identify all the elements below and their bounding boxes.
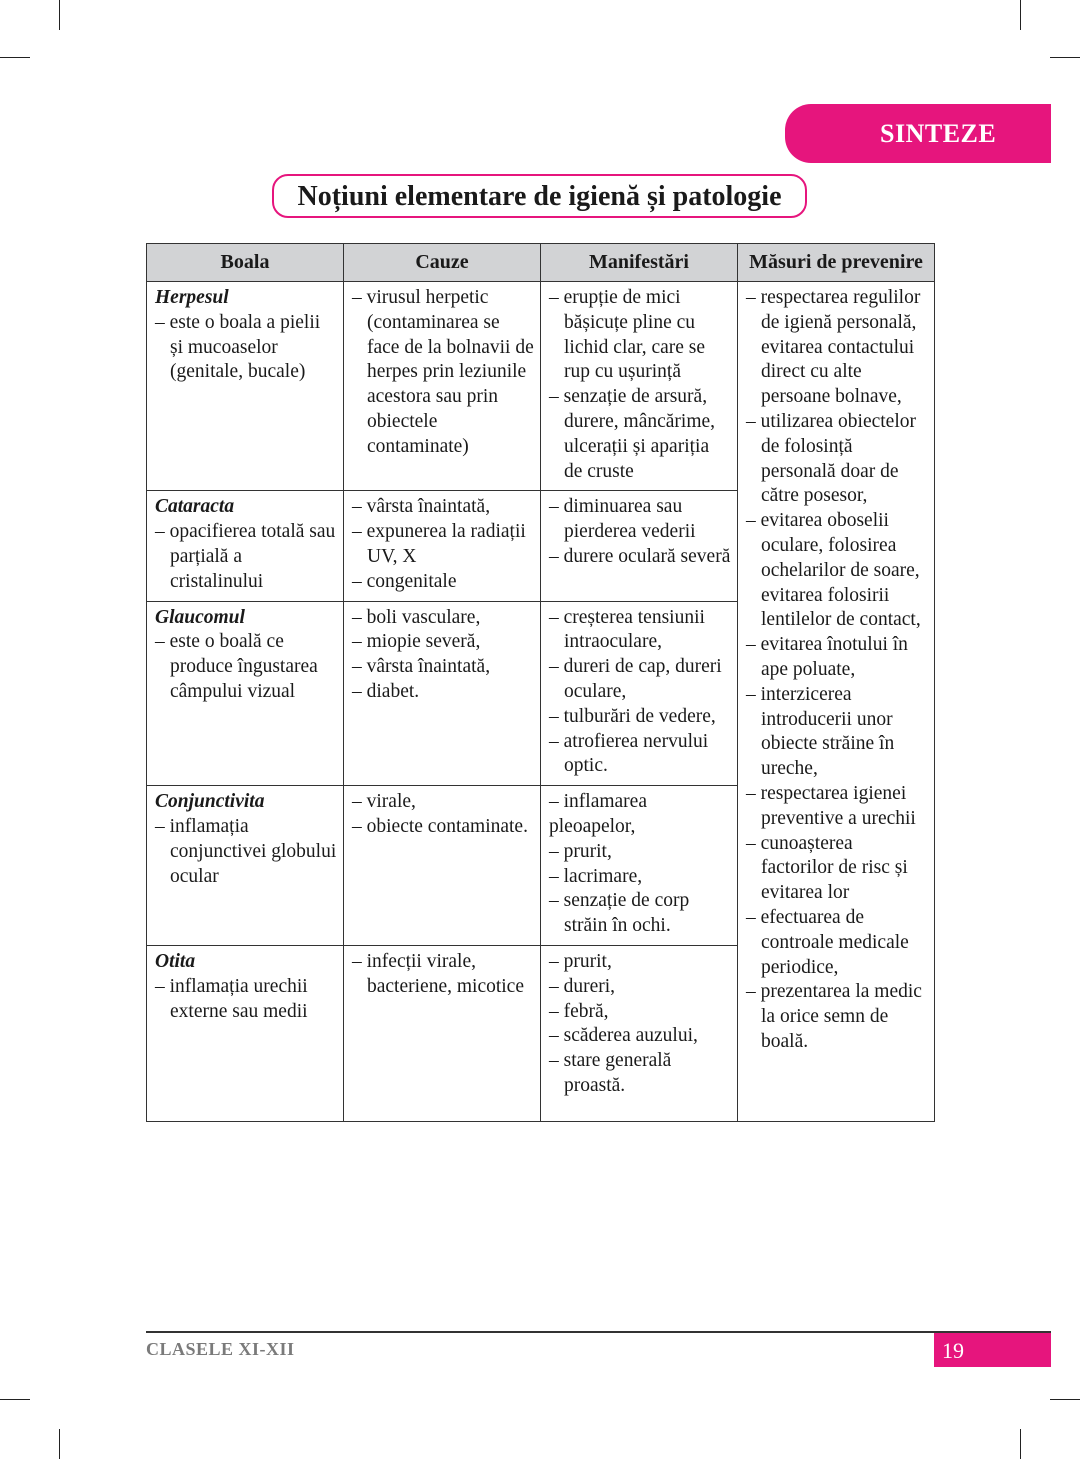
disease-cell — [147, 601, 344, 786]
manifestation-item: – scăderea auzului, — [549, 1024, 731, 1049]
prevention-item: – evitarea înotului în ape poluate, — [746, 633, 928, 683]
cause-item: – virusul herpetic (contaminarea se face de la bolnavii de herpes prin leziunile acestora sau prin obiectele contaminate) — [352, 286, 534, 460]
cause-item: – vârsta înaintată, — [352, 655, 534, 680]
manifestation-item: – creșterea tensiunii intraoculare, — [549, 606, 731, 656]
cause-item: – infecții virale, bacteriene, micotice — [352, 950, 534, 1000]
prevention-item: – interzicerea introducerii unor obiecte străine în ureche, — [746, 683, 928, 782]
manifestation-item: – prurit, — [549, 950, 731, 975]
cause-item: – congenitale — [352, 570, 534, 595]
disease-cell — [147, 945, 344, 1121]
manifestation-item: pleoapelor, — [549, 815, 636, 837]
crop-mark — [59, 0, 60, 30]
manifestation-item: – durere oculară severă — [549, 545, 731, 570]
manifestation-item: – tulburări de vedere, — [549, 705, 731, 730]
cause-item: – boli vasculare, — [352, 606, 534, 631]
cause-item: – miopie severă, — [352, 630, 534, 655]
causes-cell — [344, 601, 541, 786]
disease-description: – inflamația urechii externe sau medii — [155, 975, 337, 1025]
crop-mark — [1050, 1399, 1080, 1400]
manifestations-cell — [541, 945, 738, 1121]
crop-mark — [1020, 0, 1021, 30]
crop-mark — [0, 1399, 30, 1400]
table-row — [147, 282, 935, 491]
section-tab: SINTEZE — [785, 104, 1051, 163]
manifestations-cell — [541, 491, 738, 601]
cause-item: – vârsta înaintată, — [352, 495, 534, 520]
disease-cell — [147, 491, 344, 601]
manifestation-item: – dureri de cap, dureri oculare, — [549, 655, 731, 705]
disease-name: Herpesul — [155, 287, 229, 308]
prevention-item: – evitarea oboselii oculare, folosirea ochelarilor de soare, evitarea folosirii lentilelor de contact, — [746, 509, 928, 633]
disease-name: Conjunctivita — [155, 791, 265, 813]
disease-description: – opacifierea totală sau parțială a cristalinului — [155, 520, 337, 594]
manifestation-item: – diminuarea sau pierderea vederii — [549, 495, 731, 545]
prevention-item: – respectarea igienei preventive a urechii — [746, 782, 928, 832]
crop-mark — [59, 1429, 60, 1459]
table-header-row — [147, 244, 935, 282]
cause-item: – virale, — [352, 790, 534, 815]
manifestation-item: – senzație de arsură, durere, mâncărime, ulcerații și apariția de cruste — [549, 385, 731, 484]
manifestation-item: – stare generală proastă. — [549, 1049, 731, 1099]
causes-cell — [344, 491, 541, 601]
disease-description: – este o boala a pielii și mucoaselor (genitale, bucale) — [155, 311, 337, 385]
disease-name: Cataracta — [155, 496, 235, 518]
page-title: Noțiuni elementare de igienă și patologie — [272, 174, 807, 218]
disease-cell — [147, 282, 344, 491]
manifestation-item: – lacrimare, — [549, 865, 731, 890]
manifestation-item: – senzație de corp străin în ochi. — [549, 889, 731, 939]
manifestation-item: – febră, — [549, 1000, 731, 1025]
prevention-item: – cunoașterea factorilor de risc și evitarea lor — [746, 832, 928, 906]
disease-name: Otita — [155, 950, 196, 972]
footer-label: CLASELE XI-XII — [146, 1339, 295, 1359]
manifestation-item: – dureri, — [549, 975, 731, 1000]
footer-divider — [146, 1331, 1051, 1333]
cause-item: – obiecte contaminate. — [352, 815, 534, 840]
prevention-item: – efectuarea de controale medicale periodice, — [746, 906, 928, 980]
crop-mark — [1050, 57, 1080, 58]
manifestations-cell — [541, 601, 738, 786]
manifestations-cell — [541, 282, 738, 491]
prevention-item: – prezentarea la medic la orice semn de boală. — [746, 980, 928, 1054]
header-prevenire: Măsuri de prevenire — [738, 244, 935, 282]
hygiene-table — [146, 243, 935, 1122]
disease-description: – este o boală ce produce îngustarea câmpului vizual — [155, 630, 337, 704]
causes-cell — [344, 945, 541, 1121]
disease-description: – inflamația conjunctivei globului ocular — [155, 815, 337, 889]
prevention-item: – utilizarea obiectelor de folosință personală doar de către posesor, — [746, 410, 928, 509]
manifestation-item: – erupție de mici bășicuțe pline cu lichid clar, care se rup cu ușurință — [549, 286, 731, 385]
manifestation-item: – inflamarea — [549, 790, 731, 815]
prevention-item: – respectarea regulilor de igienă personală, evitarea contactului direct cu alte persoane bolnave, — [746, 286, 928, 410]
manifestation-item: – prurit, — [549, 840, 731, 865]
header-cauze: Cauze — [344, 244, 541, 282]
manifestation-item: – atrofierea nervului optic. — [549, 730, 731, 780]
crop-mark — [0, 57, 30, 58]
disease-cell — [147, 786, 344, 946]
causes-cell — [344, 786, 541, 946]
causes-cell — [344, 282, 541, 491]
disease-name: Glaucomul — [155, 606, 245, 628]
cause-item: – diabet. — [352, 680, 534, 705]
page-number: 19 — [934, 1333, 1051, 1367]
crop-mark — [1020, 1429, 1021, 1459]
manifestations-cell — [541, 786, 738, 946]
header-manifestari: Manifestări — [541, 244, 738, 282]
header-boala: Boala — [147, 244, 344, 282]
prevention-cell — [738, 282, 935, 1122]
cause-item: – expunerea la radiații UV, X — [352, 520, 534, 570]
